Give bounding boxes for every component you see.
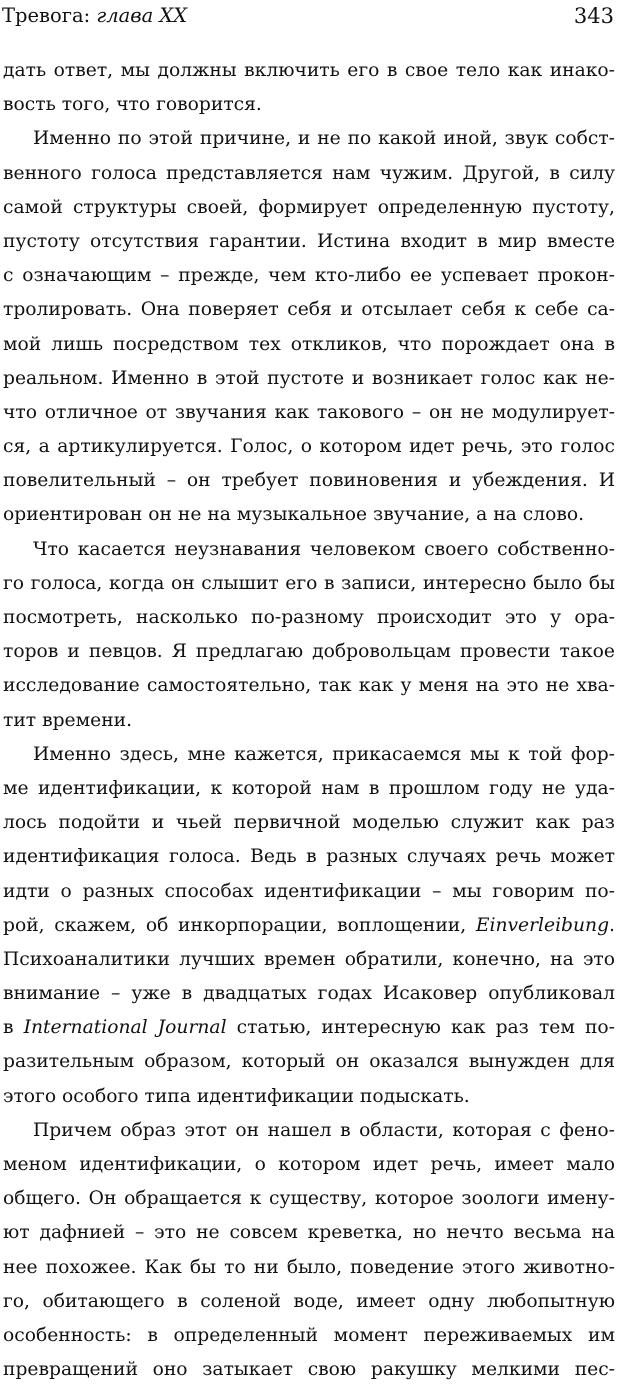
text-line: идентификация голоса. Ведь в разных случаях речь может	[3, 846, 615, 868]
text-line: повелительный – он требует повиновения и убеждения. И	[3, 470, 615, 492]
text-line: Именно здесь, мне кажется, прикасаемся мы к той фор-	[33, 743, 615, 765]
text-line: торов и певцов. Я предлагаю добровольцам провести такое	[3, 641, 615, 663]
text-line: внимание – уже в двадцатых годах Исаковер опубликовал	[3, 983, 615, 1005]
text-line: посмотреть, насколько по-разному происходит это у ора-	[3, 607, 615, 628]
page-number: 343	[573, 4, 614, 28]
text-line: с означающим – прежде, чем кто-либо ее успевает прокон-	[3, 265, 615, 287]
text-line: мой лишь посредством тех откликов, что порождает она в	[3, 333, 615, 355]
chapter-label: глава XX	[96, 4, 188, 27]
text-line: Что касается неузнавания человеком своего собственно-	[33, 538, 615, 560]
page-header	[2, 3, 614, 31]
text-line: что отличное от звучания как такового – он не модулирует-	[3, 401, 615, 423]
text-line: ориентирован он не на музыкальное звучание, а на слово.	[3, 504, 585, 526]
text-line: Именно по этой причине, и не по какой иной, звук собст-	[33, 128, 615, 150]
text-line: особенность: в определенный момент переживаемых им	[3, 1324, 615, 1346]
text-line: идти о разных способах идентификации – мы говорим по-	[3, 880, 615, 902]
text-line: реальном. Именно в этой пустоте и возникает голос как не-	[3, 367, 615, 389]
text-line: ме идентификации, к которой нам в прошлом году не уда-	[3, 777, 615, 799]
text-line: го, обитающего в соленой воде, имеет одну любопытную	[3, 1290, 615, 1312]
text-line: нее похожее. Как бы то ни было, поведение этого животно-	[3, 1256, 615, 1278]
text-line: разительным образом, который он оказался вынужден для	[3, 1051, 615, 1073]
text-line: самой структуры своей, формирует определенную пустоту,	[3, 196, 615, 218]
text-line: Причем образ этот он нашел в области, которая с фено-	[33, 1119, 615, 1141]
text-line: исследование самостоятельно, так как у меня на это не хва-	[3, 675, 615, 697]
text-line: вость того, что говорится.	[3, 94, 262, 116]
text-line: го голоса, когда он слышит его в записи, интересно было бы	[3, 572, 615, 594]
text-line: превращений оно затыкает свою ракушку мелкими пес-	[3, 1359, 615, 1381]
text-segment: .	[609, 914, 615, 936]
body-text	[3, 54, 615, 1387]
text-line: ся, а артикулируется. Голос, о котором идет речь, это голос	[3, 436, 615, 458]
text-line: общего. Он обращается к существу, которое зоологи имену-	[3, 1188, 615, 1210]
text-line: тит времени.	[3, 709, 133, 731]
text-line: лось подойти и чьей первичной моделью служит как раз	[3, 812, 615, 834]
emphasized-term: Einverleibung	[475, 914, 610, 936]
journal-title: International Journal	[23, 1017, 227, 1039]
text-line: тролировать. Она поверяет себя и отсылает себя к себе са-	[3, 299, 615, 321]
text-line: дать ответ, мы должны включить его в свое тело как инако-	[3, 60, 615, 81]
text-line: меном идентификации, о котором идет речь, имеет мало	[3, 1154, 615, 1175]
text-line: этого особого типа идентификации подыскать.	[3, 1085, 470, 1107]
running-head	[2, 3, 187, 29]
text-segment: в	[3, 1017, 24, 1039]
text-segment: рой, скажем, об инкорпорации, воплощении,	[3, 914, 476, 936]
text-line: венного голоса представляется нам чужим. Другой, в силу	[3, 162, 615, 184]
text-segment: статью, интересную как раз тем по-	[226, 1017, 615, 1039]
text-line: пустоту отсутствия гарантии. Истина входит в мир вместе	[3, 230, 615, 252]
running-title: Тревога:	[2, 4, 97, 27]
text-line: ют дафнией – это не совсем креветка, но нечто весьма на	[3, 1222, 615, 1244]
text-line: Психоаналитики лучших времен обратили, конечно, на это	[3, 948, 615, 970]
text-line	[3, 909, 615, 943]
text-line	[3, 1011, 615, 1045]
